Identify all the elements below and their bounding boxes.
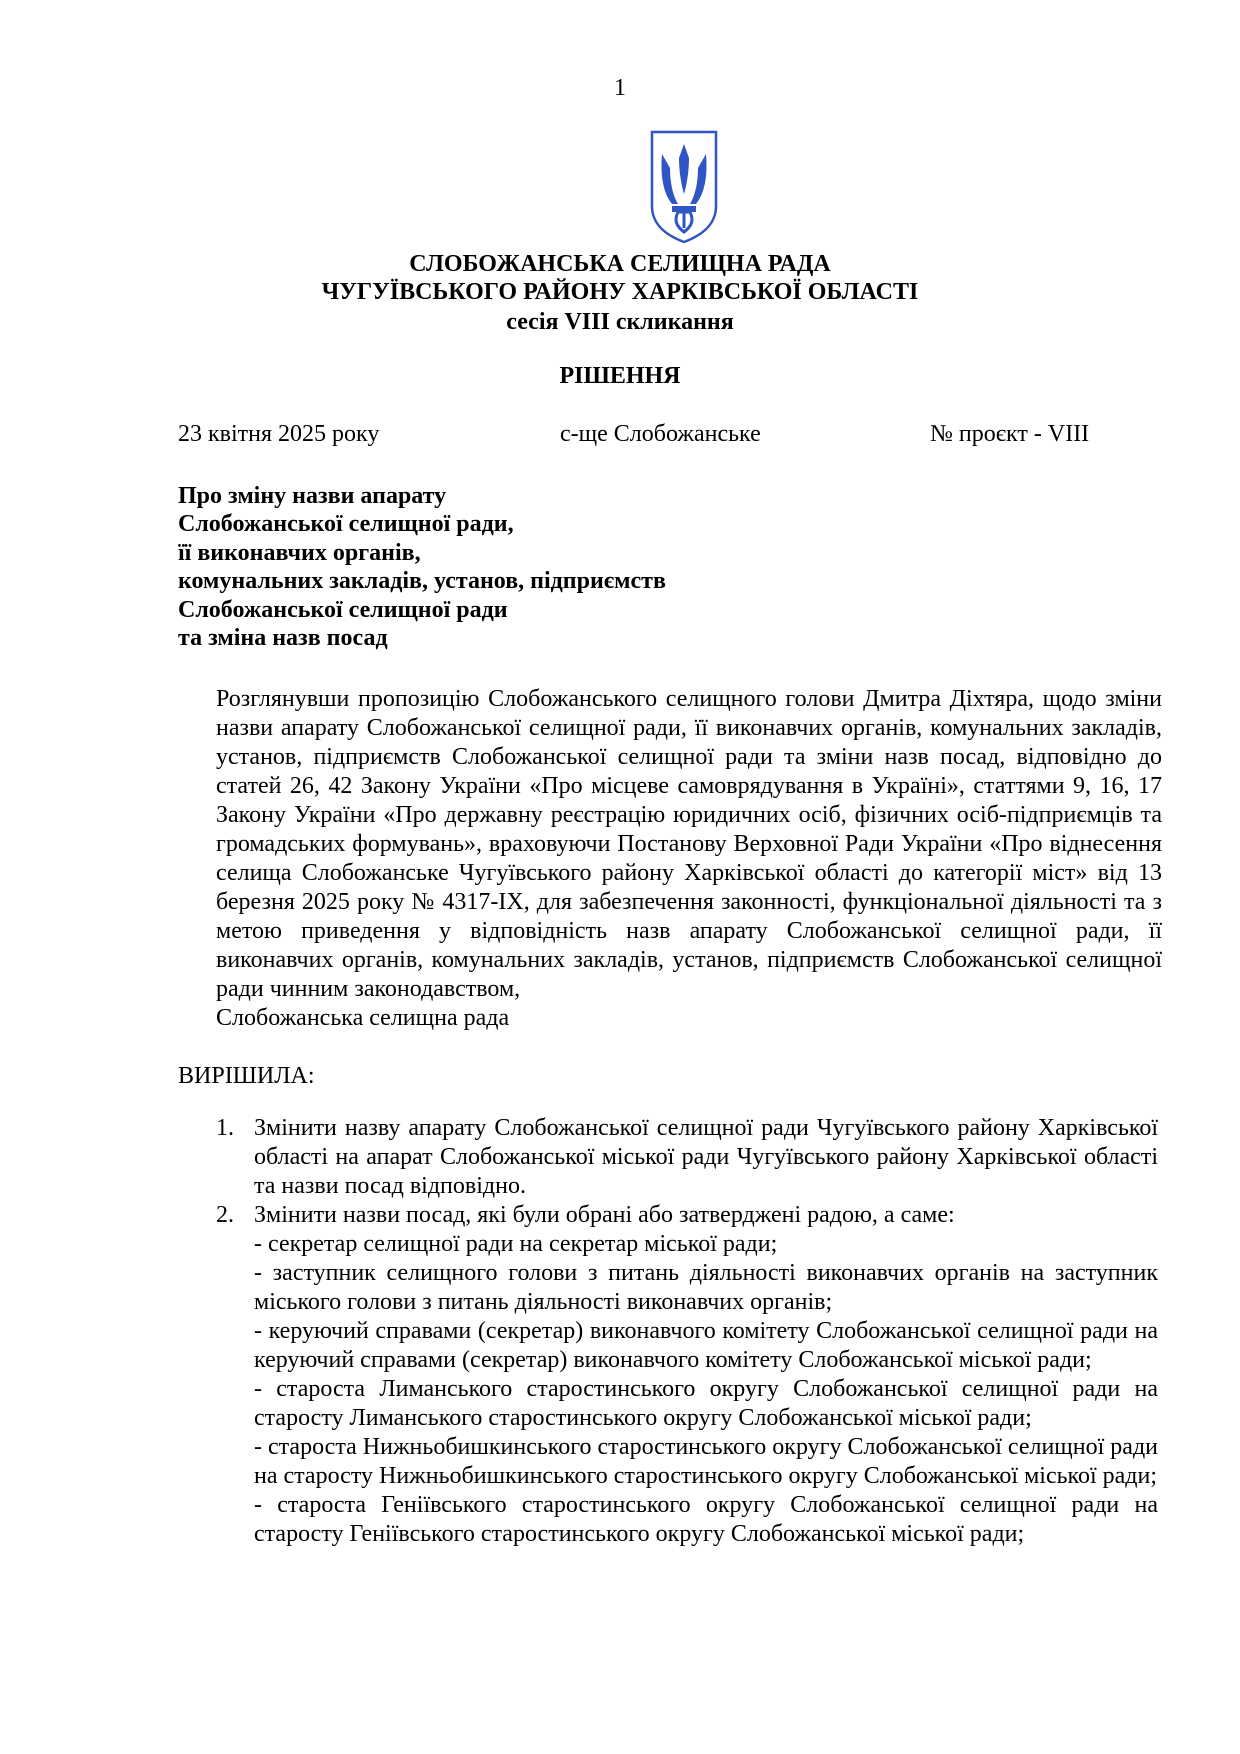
item-number: 1.: [216, 1115, 234, 1141]
subject-line: та зміна назв посад: [178, 625, 388, 652]
item-number: 2.: [216, 1202, 234, 1228]
session-label: сесія VIII скликання: [506, 309, 734, 335]
decision-subject: [178, 482, 666, 652]
organization-header: [0, 250, 1240, 338]
preamble-paragraph: [216, 685, 1162, 1033]
item-text: Змінити назву апарату Слобожанської селищної ради Чугуївського району Харківської області на апарат Слобожанської міської ради Чугуївського району Харківської області та назви посад відповідно.: [254, 1115, 1158, 1199]
position-change: - керуючий справами (секретар) виконавчого комітету Слобожанської селищної ради на керуючий справами (секретар) виконавчого комітету Слобожанської міської ради;: [254, 1318, 1158, 1373]
decision-place: с-ще Слобожанське: [560, 421, 761, 447]
decision-number: № проєкт - VIII: [930, 421, 1090, 447]
position-change: - староста Нижньобишкинського старостинського округу Слобожанської селищної ради на старосту Нижньобишкинського старостинського округу Слобожанської міської ради;: [254, 1434, 1158, 1489]
resolved-heading: ВИРІШИЛА:: [178, 1063, 315, 1089]
position-change: - заступник селищного голови з питань діяльності виконавчих органів на заступник міського голови з питань діяльності виконавчих органів;: [254, 1260, 1158, 1315]
subject-line: Слобожанської селищної ради: [178, 596, 508, 623]
subject-line: Про зміну назви апарату: [178, 483, 447, 509]
position-change: - староста Геніївського старостинського округу Слобожанської селищної ради на старосту Геніївського старостинського округу Слобожанської міської ради;: [254, 1492, 1158, 1547]
position-change: - секретар селищної ради на секретар міської ради;: [254, 1231, 778, 1257]
document-title: РІШЕННЯ: [559, 363, 681, 389]
list-item: [216, 1114, 1158, 1201]
org-name-line-1: СЛОБОЖАНСЬКА СЕЛИЩНА РАДА: [409, 251, 831, 277]
preamble-text: Розглянувши пропозицію Слобожанського селищного голови Дмитра Діхтяра, щодо зміни назви апарату Слобожанської селищної ради, її виконавчих органів, комунальних закладів, установ, підприємств Слобожанської селищної ради та зміни назв посад, відповідно до статей 26, 42 Закону України «Про місцеве самоврядування в Україні», статтями 9, 16, 17 Закону України «Про державну реєстрацію юридичних осіб, фізичних осіб-підприємців та громадських формувань», враховуючи Постанову Верховної Ради України «Про віднесення селища Слобожанське Чугуївського району Харківської області до категорії міст» від 13 березня 2025 року № 4317-IX, для забезпечення законності, функціональної діяльності та з метою приведення у відповідність назв апарату Слобожанської селищної ради, її виконавчих органів, комунальних закладів, установ, підприємств Слобожанської селищної ради чинним законодавством,: [216, 686, 1162, 1002]
subject-line: її виконавчих органів,: [178, 539, 421, 566]
decision-items: [216, 1114, 1158, 1549]
page-number: 1: [614, 75, 626, 101]
subject-line: Слобожанської селищної ради,: [178, 511, 514, 538]
preamble-closing: Слобожанська селищна рада: [216, 1005, 510, 1031]
item-text: Змінити назви посад, які були обрані або затверджені радою, а саме:: [254, 1202, 955, 1228]
org-name-line-2: ЧУГУЇВСЬКОГО РАЙОНУ ХАРКІВСЬКОЇ ОБЛАСТІ: [321, 279, 919, 305]
coat-of-arms-icon: [648, 128, 720, 246]
list-item: [216, 1201, 1158, 1549]
subject-line: комунальних закладів, установ, підприємств: [178, 568, 666, 595]
decision-date: 23 квітня 2025 року: [178, 421, 380, 447]
position-change: - староста Лиманського старостинського округу Слобожанської селищної ради на старосту Лиманського старостинського округу Слобожанської міської ради;: [254, 1376, 1158, 1431]
